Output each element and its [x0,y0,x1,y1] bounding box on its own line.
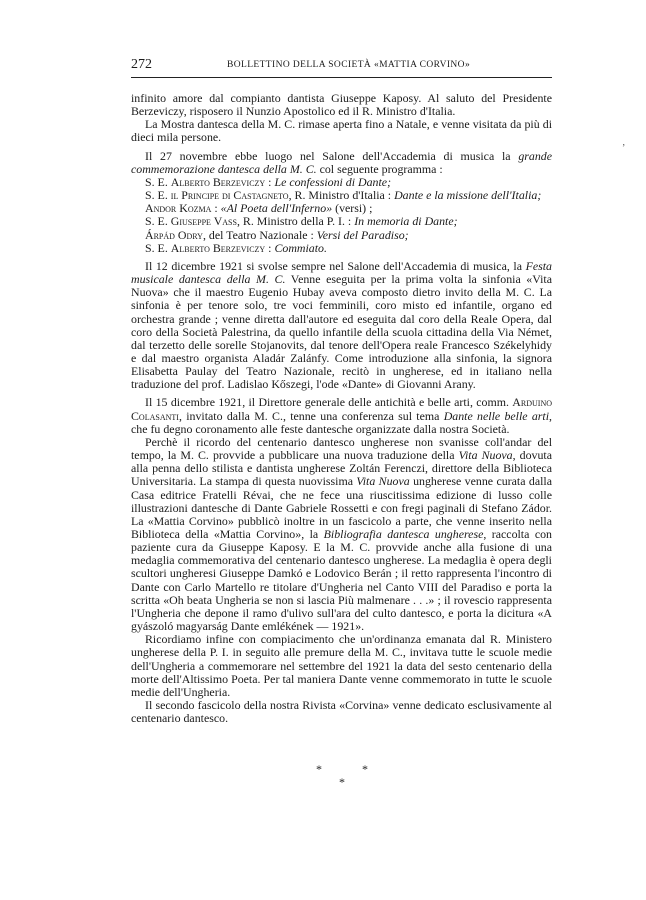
program-item: S. E. Giuseppe Vass, R. Ministro della P. I. : In memoria di Dante; [145,214,458,229]
paragraph: Il 27 novembre ebbe luogo nel Salone dell'Accademia di musica la grande commemorazione dantesca della M. C. col seguente programma : [131,148,552,176]
paragraph: Il 15 dicembre 1921, il Direttore generale delle antichità e belle arti, comm. Arduino Colasanti, invitato dalla M. C., tenne una conferenza sul tema Dante nelle belle arti, che fu degno coronamento alle feste dantesche organizzate dalla nostra Società. [131,395,553,436]
paragraph: Ricordiamo infine con compiacimento che un'ordinanza emanata dal R. Ministero ungherese della P. I. in seguito alle premure della M. C., invitava tutte le scuole medie dell'Ungheria a commemorare nel settembre del 1921 la data del sesto centenario della morte dell'Altissimo Poeta. Per tal maniera Dante venne commemorato in tutte le scuole medie dell'Ungheria. [131,632,552,699]
body-text [131,92,552,725]
program-item: Andor Kozma : «Al Poeta dell'Inferno» (versi) ; [145,201,373,216]
program-item: S. E. il Principe di Castagneto, R. Ministro d'Italia : Dante e la missione dell'Italia; [145,188,542,203]
paragraph: La Mostra dantesca della M. C. rimase aperta fino a Natale, e venne visitata da più di dieci mila persone. [131,117,552,145]
margin-mark: ʼ [622,143,626,154]
page-header [131,57,552,78]
paragraph: Il 12 dicembre 1921 si svolse sempre nel Salone dell'Accademia di musica, la Festa musicale dantesca della M. C. Venne eseguita per la prima volta la sinfonia «Vita Nuova» che il maestro Eugenio Hubay aveva composto dietro invito della M. C. La sinfonia è per tenore solo, tre voci femminili, coro misto ed infantile, organo ed orchestra grande ; venne diretta dall'autore ed eseguita dal coro della Reale Opera, dal coro della Società Palestrina, da quello infantile della scuola cittadina della Via Német, dal terzetto delle sorelle Stojanovits, dal tenore dell'Opera reale Francesco Székelyhidy e dal maestro organista Aladár Zalánfy. Come introduzione alla sinfonia, la signora Elisabetta Paulay del Teatro Nazionale, recitò in ungherese, ed in italiano nella traduzione del prof. Ladislao Kőszegi, l'ode «Dante» di Giovanni Arany. [131,258,553,392]
program-item: S. E. Alberto Berzeviczy : Le confessioni di Dante; [145,174,392,189]
running-title: BOLLETTINO DELLA SOCIETÀ «MATTIA CORVINO» [227,60,471,70]
paragraph: Perchè il ricordo del centenario dantesco ungherese non svanisse coll'andar del tempo, la M. C. provvide a pubblicare una nuova traduzione della Vita Nuova, dovuta alla penna dello stilista e dantista ungherese Zoltán Ferenczi, direttore della Biblioteca Universitaria. La stampa di questa nuovissima Vita Nuova ungherese venne curata dalla Casa editrice Fratelli Révai, che ne fece una riuscitissima edizione di lusso colle illustrazioni dantesche di Dante Gabriele Rossetti e con fregi paginali di Stefano Zádor. La «Mattia Corvino» pubblicò inoltre in un fascicolo a parte, che venne inserito nella Biblioteca della «Mattia Corvino», la Bibliografia dantesca ungherese, raccolta con paziente cura da Giuseppe Kaposy. E la M. C. provvide anche alla fusione di una medaglia commemorativa del centenario dantesco ungherese. La medaglia è opera degli scultori ungheresi Giuseppe Damkó e Lodovico Berán ; il retto rappresenta l'incontro di Dante con Carlo Martello re titolare d'Ungheria nel Canto VIII del Paradiso e porta la scritta «Oh beata Ungheria se non si lascia Più malmenare . . .» ; il rovescio rappresenta l'Ungheria che depone il ramo d'ulivo sull'ara del culto dantesco, e porta la dicitura «A gyászoló magyarság Dante emlékének — 1921». [131,434,553,634]
asterisk-ornament: * [362,762,368,776]
asterisk-ornament: * [316,762,322,776]
program-item: S. E. Alberto Berzeviczy : Commiato. [145,240,327,255]
paragraph: Il secondo fascicolo della nostra Rivista «Corvina» venne dedicato esclusivamente al centenario dantesco. [131,698,552,726]
paragraph: infinito amore dal compianto dantista Giuseppe Kaposy. Al saluto del Presidente Berzeviczy, risposero il Nunzio Apostolico ed il R. Ministro d'Italia. [131,91,552,119]
asterisk-ornament: * [339,775,345,789]
program-item: Árpád Odry, del Teatro Nazionale : Versi del Paradiso; [145,227,409,242]
section-ornament [316,762,376,792]
page-number: 272 [131,57,152,72]
